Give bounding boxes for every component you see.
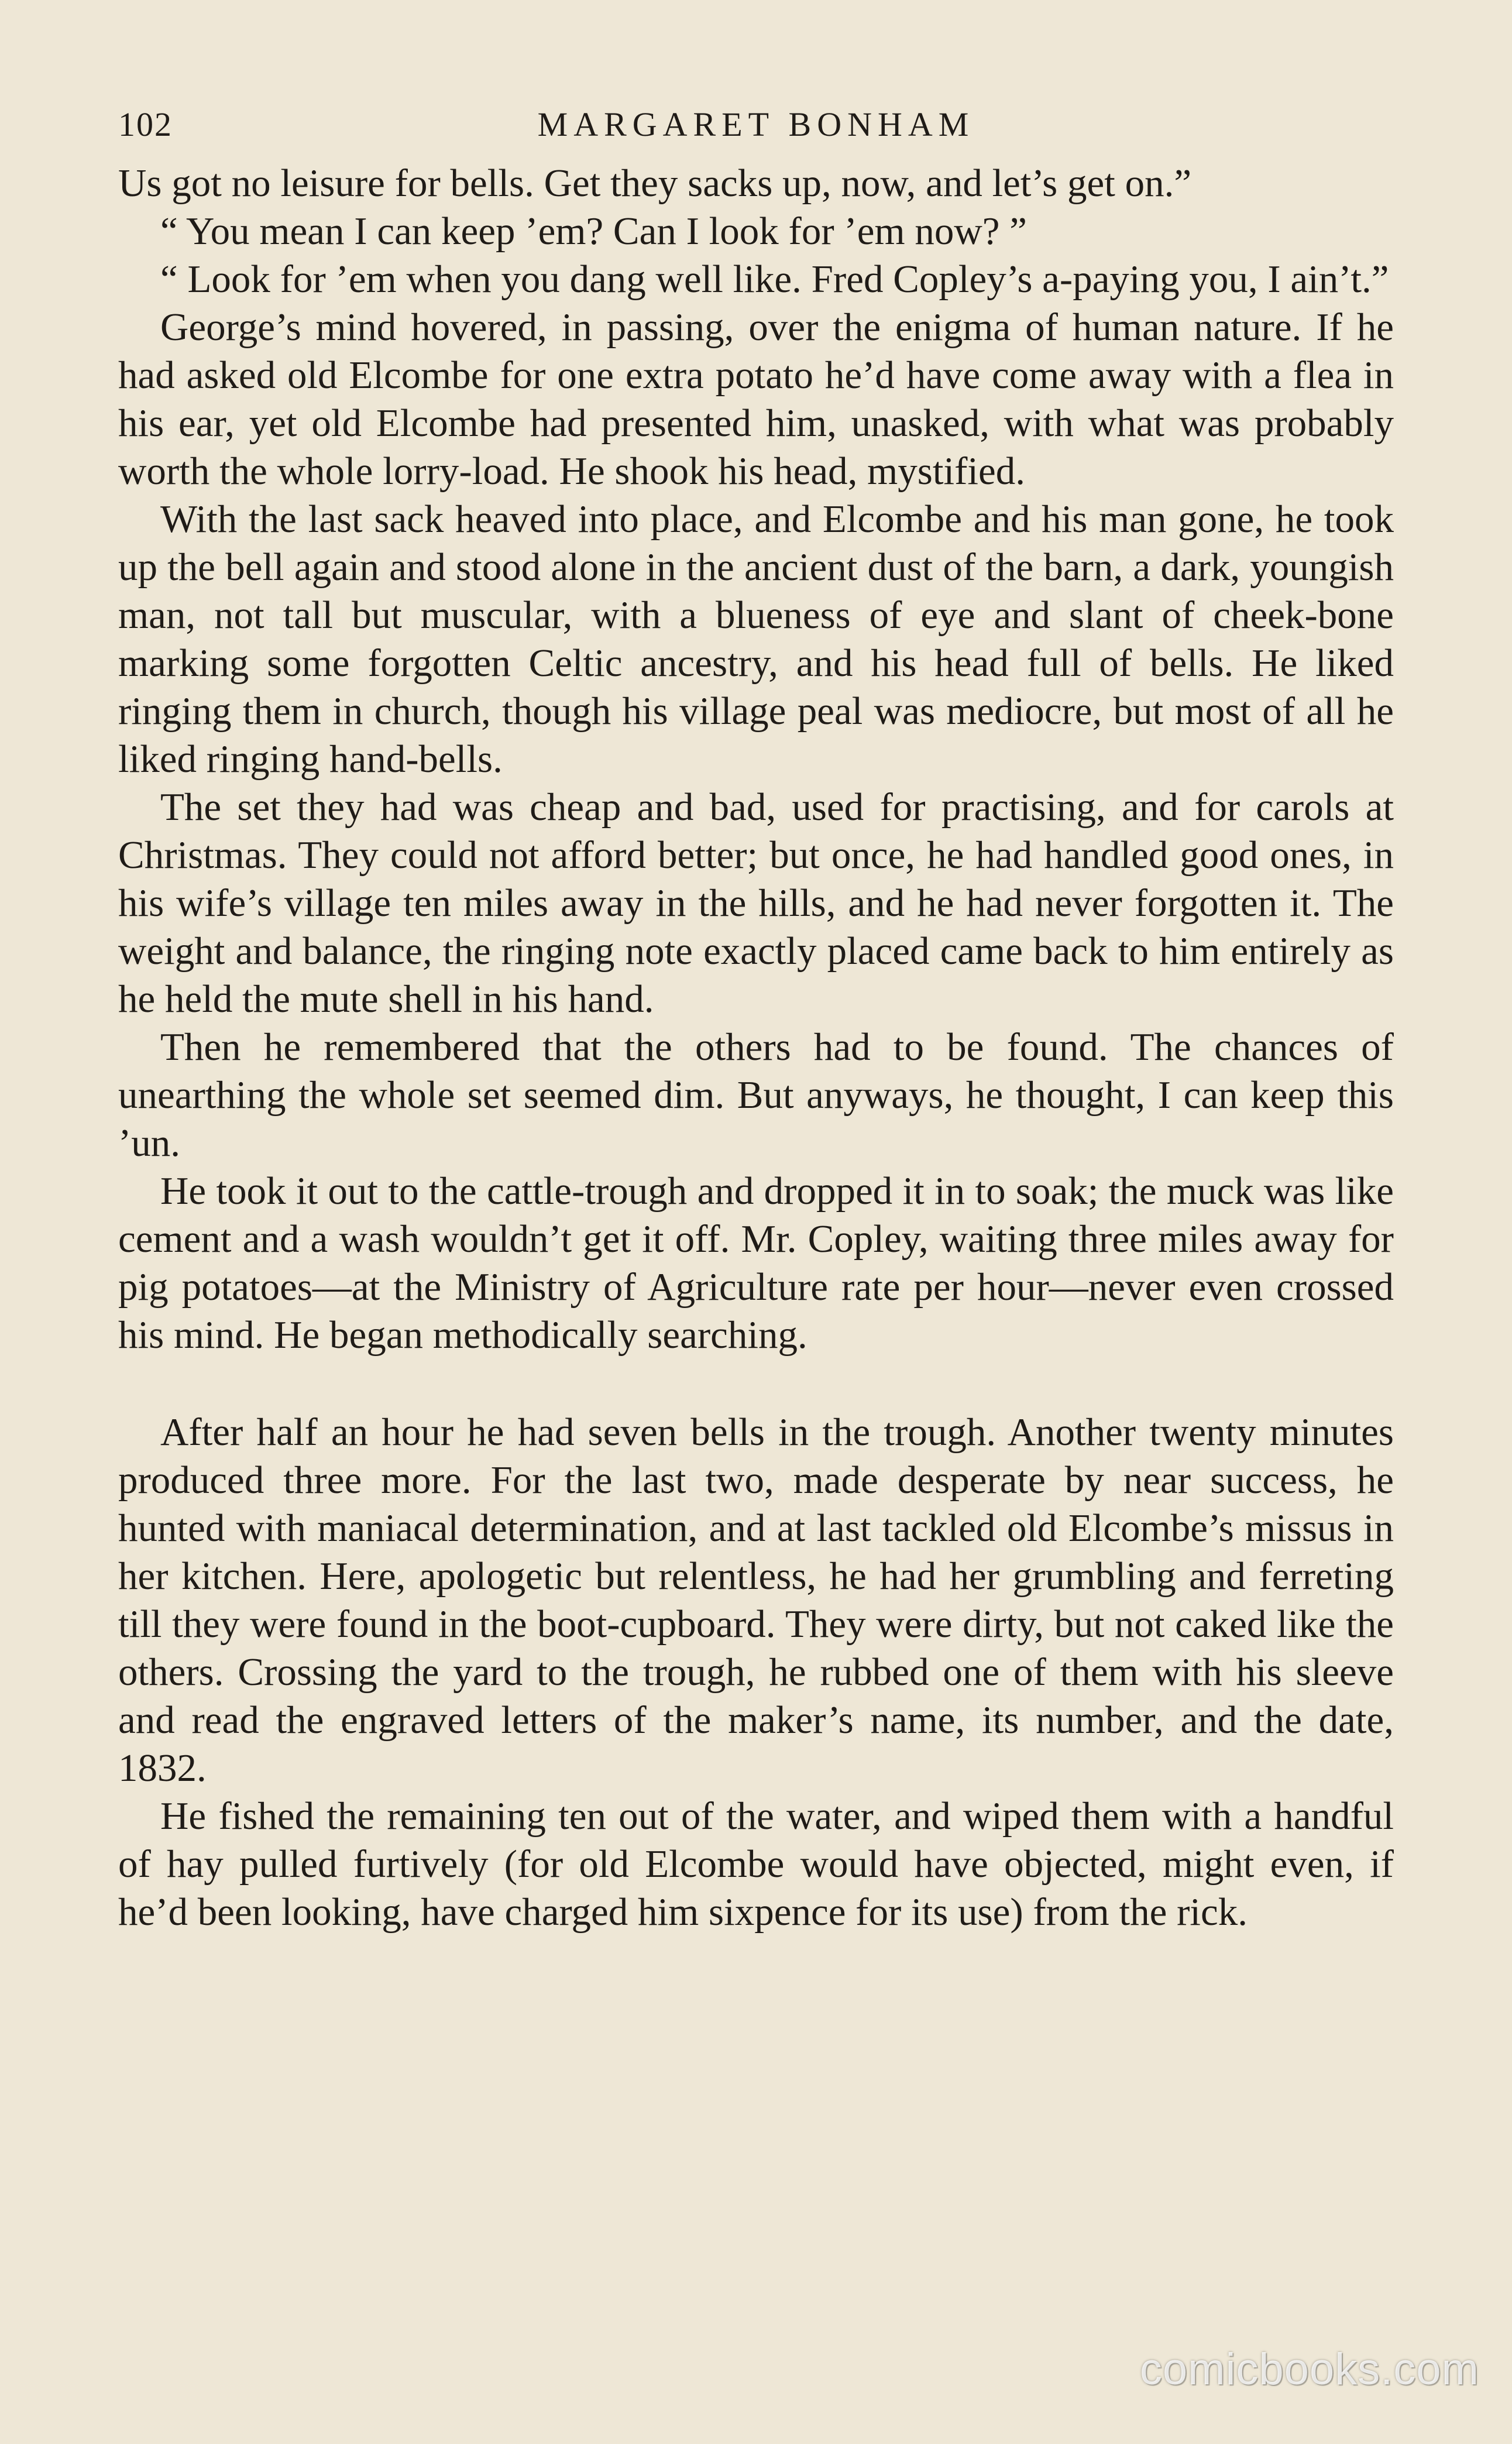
page-number: 102	[118, 105, 173, 143]
running-head: MARGARET BONHAM	[537, 105, 975, 143]
paragraph: George’s mind hovered, in passing, over the enigma of human nature. If he had asked old Elcombe for one extra potato he’d have come away with a flea in his ear, yet old Elcombe had presented him, unasked, with what was probably worth the whole lorry-load. He shook his head, mystified.	[118, 306, 1394, 493]
paragraph: Us got no leisure for bells. Get they sacks up, now, and let’s get on.”	[118, 162, 1192, 205]
section-break	[118, 1359, 1394, 1408]
watermark-logo: comicbooks.com	[1140, 2345, 1479, 2394]
body-text	[118, 159, 1394, 1936]
page-header	[118, 98, 1394, 151]
paragraph: The set they had was cheap and bad, used for practising, and for carols at Christmas. They could not afford better; but once, he had handled good ones, in his wife’s village ten miles away in the hills, and he had never forgotten it. The weight and balance, the ringing note exactly placed came back to him entirely as he held the mute shell in his hand.	[118, 785, 1394, 1021]
paragraph: “ Look for ’em when you dang well like. Fred Copley’s a-paying you, I ain’t.”	[160, 258, 1389, 301]
paragraph: He took it out to the cattle-trough and dropped it in to soak; the muck was like cement and a wash wouldn’t get it off. Mr. Copley, waiting three miles away for pig potatoes—at the Ministry of Agriculture rate per hour—never even crossed his mind. He began methodically searching.	[118, 1169, 1394, 1357]
paragraph: “ You mean I can keep ’em? Can I look for ’em now? ”	[160, 210, 1027, 253]
paragraph: Then he remembered that the others had to be found. The chances of unearthing the whole set seemed dim. But anyways, he thought, I can keep this ’un.	[118, 1025, 1394, 1165]
paragraph: After half an hour he had seven bells in the trough. Another twenty minutes produced three more. For the last two, made desperate by near success, he hunted with maniacal determination, and at last tackled old Elcombe’s missus in her kitchen. Here, apologetic but relentless, he had her grumbling and ferreting till they were found in the boot-cupboard. They were dirty, but not caked like the others. Crossing the yard to the trough, he rubbed one of them with his sleeve and read the engraved letters of the maker’s name, its number, and the date, 1832.	[118, 1410, 1394, 1790]
paragraph: With the last sack heaved into place, and Elcombe and his man gone, he took up the bell again and stood alone in the ancient dust of the barn, a dark, youngish man, not tall but muscular, with a blueness of eye and slant of cheek-bone marking some forgotten Celtic ancestry, and his head full of bells. He liked ringing them in church, though his village peal was mediocre, but most of all he liked ringing hand-bells.	[118, 497, 1394, 781]
paragraph: He fished the remaining ten out of the water, and wiped them with a handful of hay pulled furtively (for old Elcombe would have objected, might even, if he’d been looking, have charged him sixpence for its use) from the rick.	[118, 1794, 1394, 1934]
